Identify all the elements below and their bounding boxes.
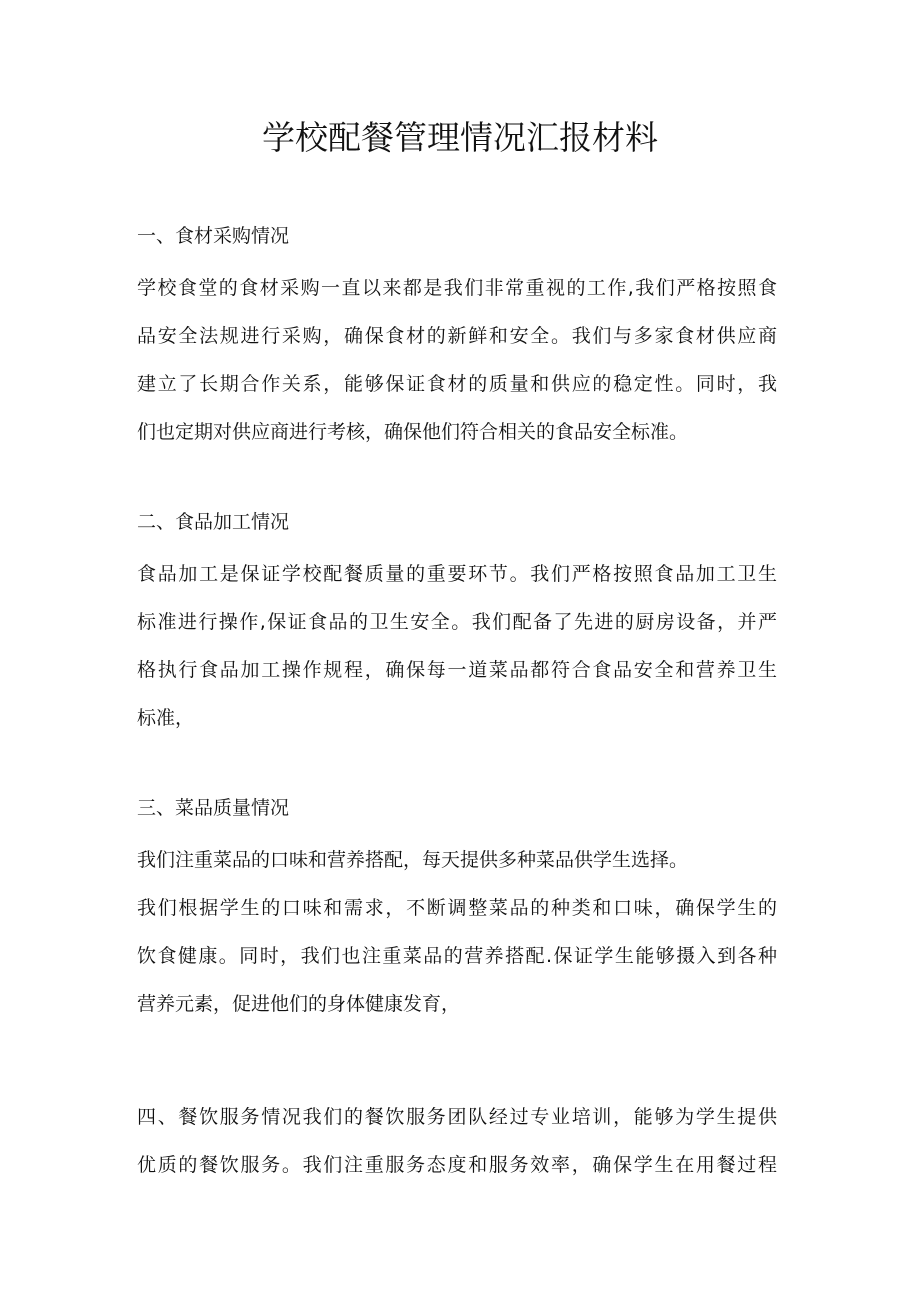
paragraph-line: 格执行食品加工操作规程，确保每一道菜品都符合食品安全和营养卫生 xyxy=(137,659,777,681)
document-title: 学校配餐管理情况汇报材料 xyxy=(262,118,658,157)
section-paragraph xyxy=(137,1093,777,1189)
section-paragraph xyxy=(137,550,777,742)
section-ingredient-procurement xyxy=(137,222,777,456)
paragraph-line: 饮食健康。同时，我们也注重菜品的营养搭配.保证学生能够摄入到各种 xyxy=(137,945,777,967)
paragraph-line: 食品加工是保证学校配餐质量的重要环节。我们严格按照食品加工卫生 xyxy=(137,563,777,585)
paragraph-line: 们也定期对供应商进行考核，确保他们符合相关的食品安全标准。 xyxy=(137,421,689,443)
section-heading: 三、菜品质量情况 xyxy=(137,797,290,819)
section-paragraph xyxy=(137,884,777,1028)
paragraph-line: 学校食堂的食材采购一直以来都是我们非常重视的工作,我们严格按照食 xyxy=(137,277,777,299)
paragraph-line: 建立了长期合作关系，能够保证食材的质量和供应的稳定性。同时，我 xyxy=(137,373,777,395)
section-food-processing xyxy=(137,508,777,742)
paragraph-line: 营养元素，促进他们的身体健康发育， xyxy=(137,993,461,1015)
section-heading: 二、食品加工情况 xyxy=(137,511,290,533)
paragraph-line: 我们注重菜品的口味和营养搭配，每天提供多种菜品供学生选择。 xyxy=(137,849,689,871)
paragraph-line: 品安全法规进行采购，确保食材的新鲜和安全。我们与多家食材供应商 xyxy=(137,325,777,347)
paragraph-line: 标准， xyxy=(137,707,195,729)
section-catering-service xyxy=(137,1093,777,1189)
paragraph-line: 我们根据学生的口味和需求，不断调整菜品的种类和口味，确保学生的 xyxy=(137,897,777,919)
paragraph-line: 四、餐饮服务情况我们的餐饮服务团队经过专业培训，能够为学生提供 xyxy=(137,1106,777,1128)
paragraph-line: 优质的餐饮服务。我们注重服务态度和服务效率，确保学生在用餐过程 xyxy=(137,1154,777,1176)
section-paragraph xyxy=(137,264,777,456)
paragraph-line: 标准进行操作,保证食品的卫生安全。我们配备了先进的厨房设备，并严 xyxy=(137,611,777,633)
section-paragraph xyxy=(137,836,777,884)
section-heading: 一、食材采购情况 xyxy=(137,225,290,247)
section-dish-quality xyxy=(137,794,777,1028)
